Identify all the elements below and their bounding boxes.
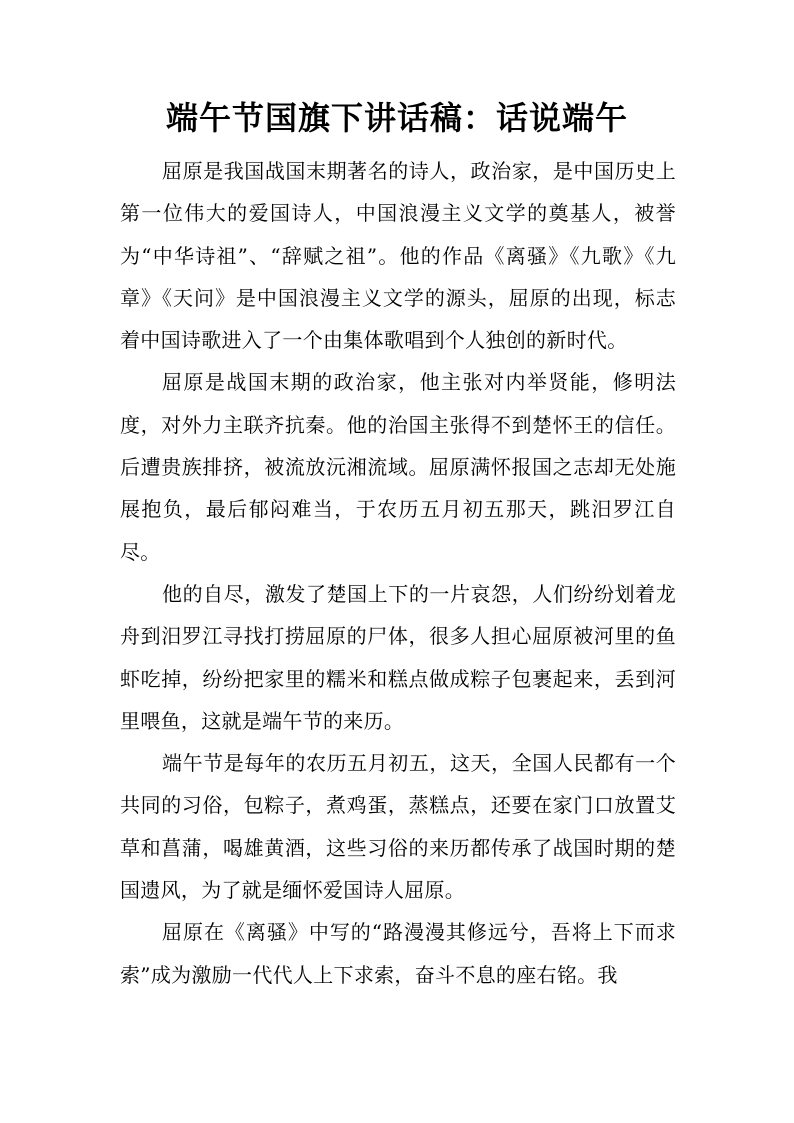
document-body	[120, 150, 676, 996]
paragraph-2: 屈原是战国末期的政治家，他主张对内举贤能，修明法度，对外力主联齐抗秦。他的治国主张得不到楚怀王的信任。后遭贵族排挤，被流放沅湘流域。屈原满怀报国之志却无处施展抱负，最后郁闷难当，于农历五月初五那天，跳汨罗江自尽。	[120, 370, 676, 564]
document-title: 端午节国旗下讲话稿：话说端午	[165, 99, 628, 137]
paragraph-4: 端午节是每年的农历五月初五，这天，全国人民都有一个共同的习俗，包粽子，煮鸡蛋，蒸糕点，还要在家门口放置艾草和菖蒲，喝雄黄酒，这些习俗的来历都传承了战国时期的楚国遗风，为了就是缅怀爱国诗人屈原。	[120, 751, 676, 903]
paragraph-1: 屈原是我国战国末期著名的诗人，政治家，是中国历史上第一位伟大的爱国诗人，中国浪漫主义文学的奠基人，被誉为“中华诗祖”、“辞赋之祖”。他的作品《离骚》《九歌》《九章》《天问》是中国浪漫主义文学的源头，屈原的出现，标志着中国诗歌进入了一个由集体歌唱到个人独创的新时代。	[120, 159, 676, 353]
paragraph-3: 他的自尽，激发了楚国上下的一片哀怨，人们纷纷划着龙舟到汨罗江寻找打捞屈原的尸体，很多人担心屈原被河里的鱼虾吃掉，纷纷把家里的糯米和糕点做成粽子包裹起来，丢到河里喂鱼，这就是端午节的来历。	[120, 581, 676, 733]
paragraph-5: 屈原在《离骚》中写的“路漫漫其修远兮，吾将上下而求索”成为激励一代代人上下求索，奋斗不息的座右铭。我	[120, 920, 676, 987]
